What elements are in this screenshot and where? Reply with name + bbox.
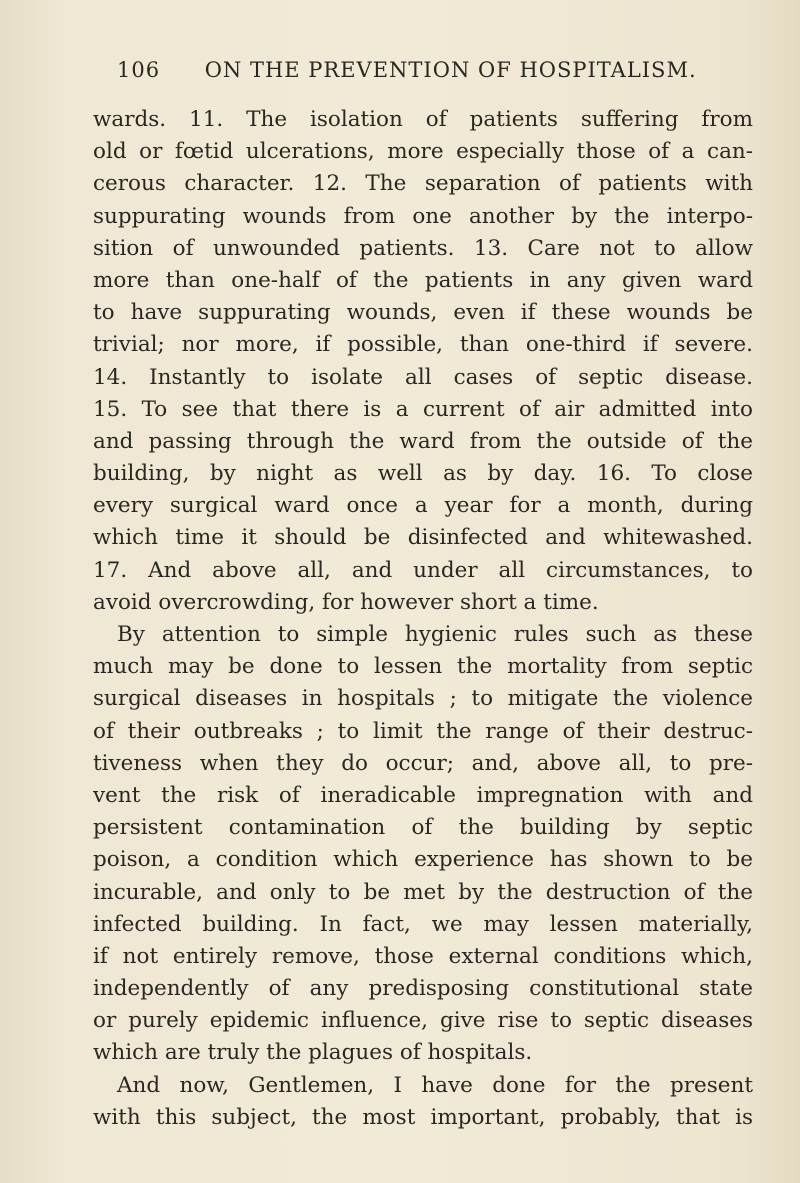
text-line: sition of unwounded patients. 13. Care not to allow [93, 235, 753, 261]
running-title: ON THE PREVENTION OF HOSPITALISM. [204, 58, 697, 82]
body-text [93, 104, 753, 1134]
text-line: tiveness when they do occur; and, above all, to pre- [93, 750, 753, 776]
text-line: more than one-half of the patients in any given ward [93, 267, 753, 293]
text-line: 17. And above all, and under all circumstances, to [93, 557, 753, 583]
running-head [117, 58, 717, 90]
text-line: old or fœtid ulcerations, more especially those of a can- [93, 139, 753, 165]
text-line: and passing through the ward from the outside of the [93, 428, 753, 454]
text-line: to have suppurating wounds, even if these wounds be [93, 300, 753, 326]
text-line: which are truly the plagues of hospitals. [93, 1040, 533, 1066]
text-line: independently of any predisposing constitutional state [93, 976, 753, 1002]
text-line: with this subject, the most important, probably, that is [93, 1104, 753, 1130]
text-line: poison, a condition which experience has shown to be [93, 847, 753, 873]
text-line: persistent contamination of the building by septic [93, 815, 753, 841]
text-line: suppurating wounds from one another by the interpo- [93, 203, 753, 229]
text-line: 15. To see that there is a current of air admitted into [93, 396, 753, 422]
text-line: every surgical ward once a year for a month, during [93, 493, 753, 519]
text-line: incurable, and only to be met by the destruction of the [93, 879, 753, 905]
text-line: surgical diseases in hospitals ; to mitigate the violence [93, 686, 753, 712]
text-line: of their outbreaks ; to limit the range of their destruc- [93, 718, 753, 744]
text-line: or purely epidemic influence, give rise to septic diseases [93, 1008, 753, 1034]
text-line: vent the risk of ineradicable impregnation with and [93, 782, 753, 808]
text-line: 14. Instantly to isolate all cases of septic disease. [93, 364, 753, 390]
text-line: wards. 11. The isolation of patients suffering from [93, 107, 753, 132]
text-line: avoid overcrowding, for however short a time. [93, 589, 599, 615]
text-line: cerous character. 12. The separation of patients with [93, 171, 753, 197]
text-line: much may be done to lessen the mortality from septic [93, 654, 753, 680]
paragraph-start-line: By attention to simple hygienic rules such as these [117, 622, 753, 647]
text-line: which time it should be disinfected and whitewashed. [93, 525, 753, 551]
text-line: building, by night as well as by day. 16. To close [93, 461, 753, 487]
text-line: infected building. In fact, we may lessen materially, [93, 911, 753, 937]
text-line: if not entirely remove, those external conditions which, [93, 943, 753, 969]
paragraph-start-line: And now, Gentlemen, I have done for the present [117, 1072, 753, 1098]
text-line: trivial; nor more, if possible, than one-third if severe. [93, 332, 753, 358]
page-number: 106 [117, 58, 161, 82]
